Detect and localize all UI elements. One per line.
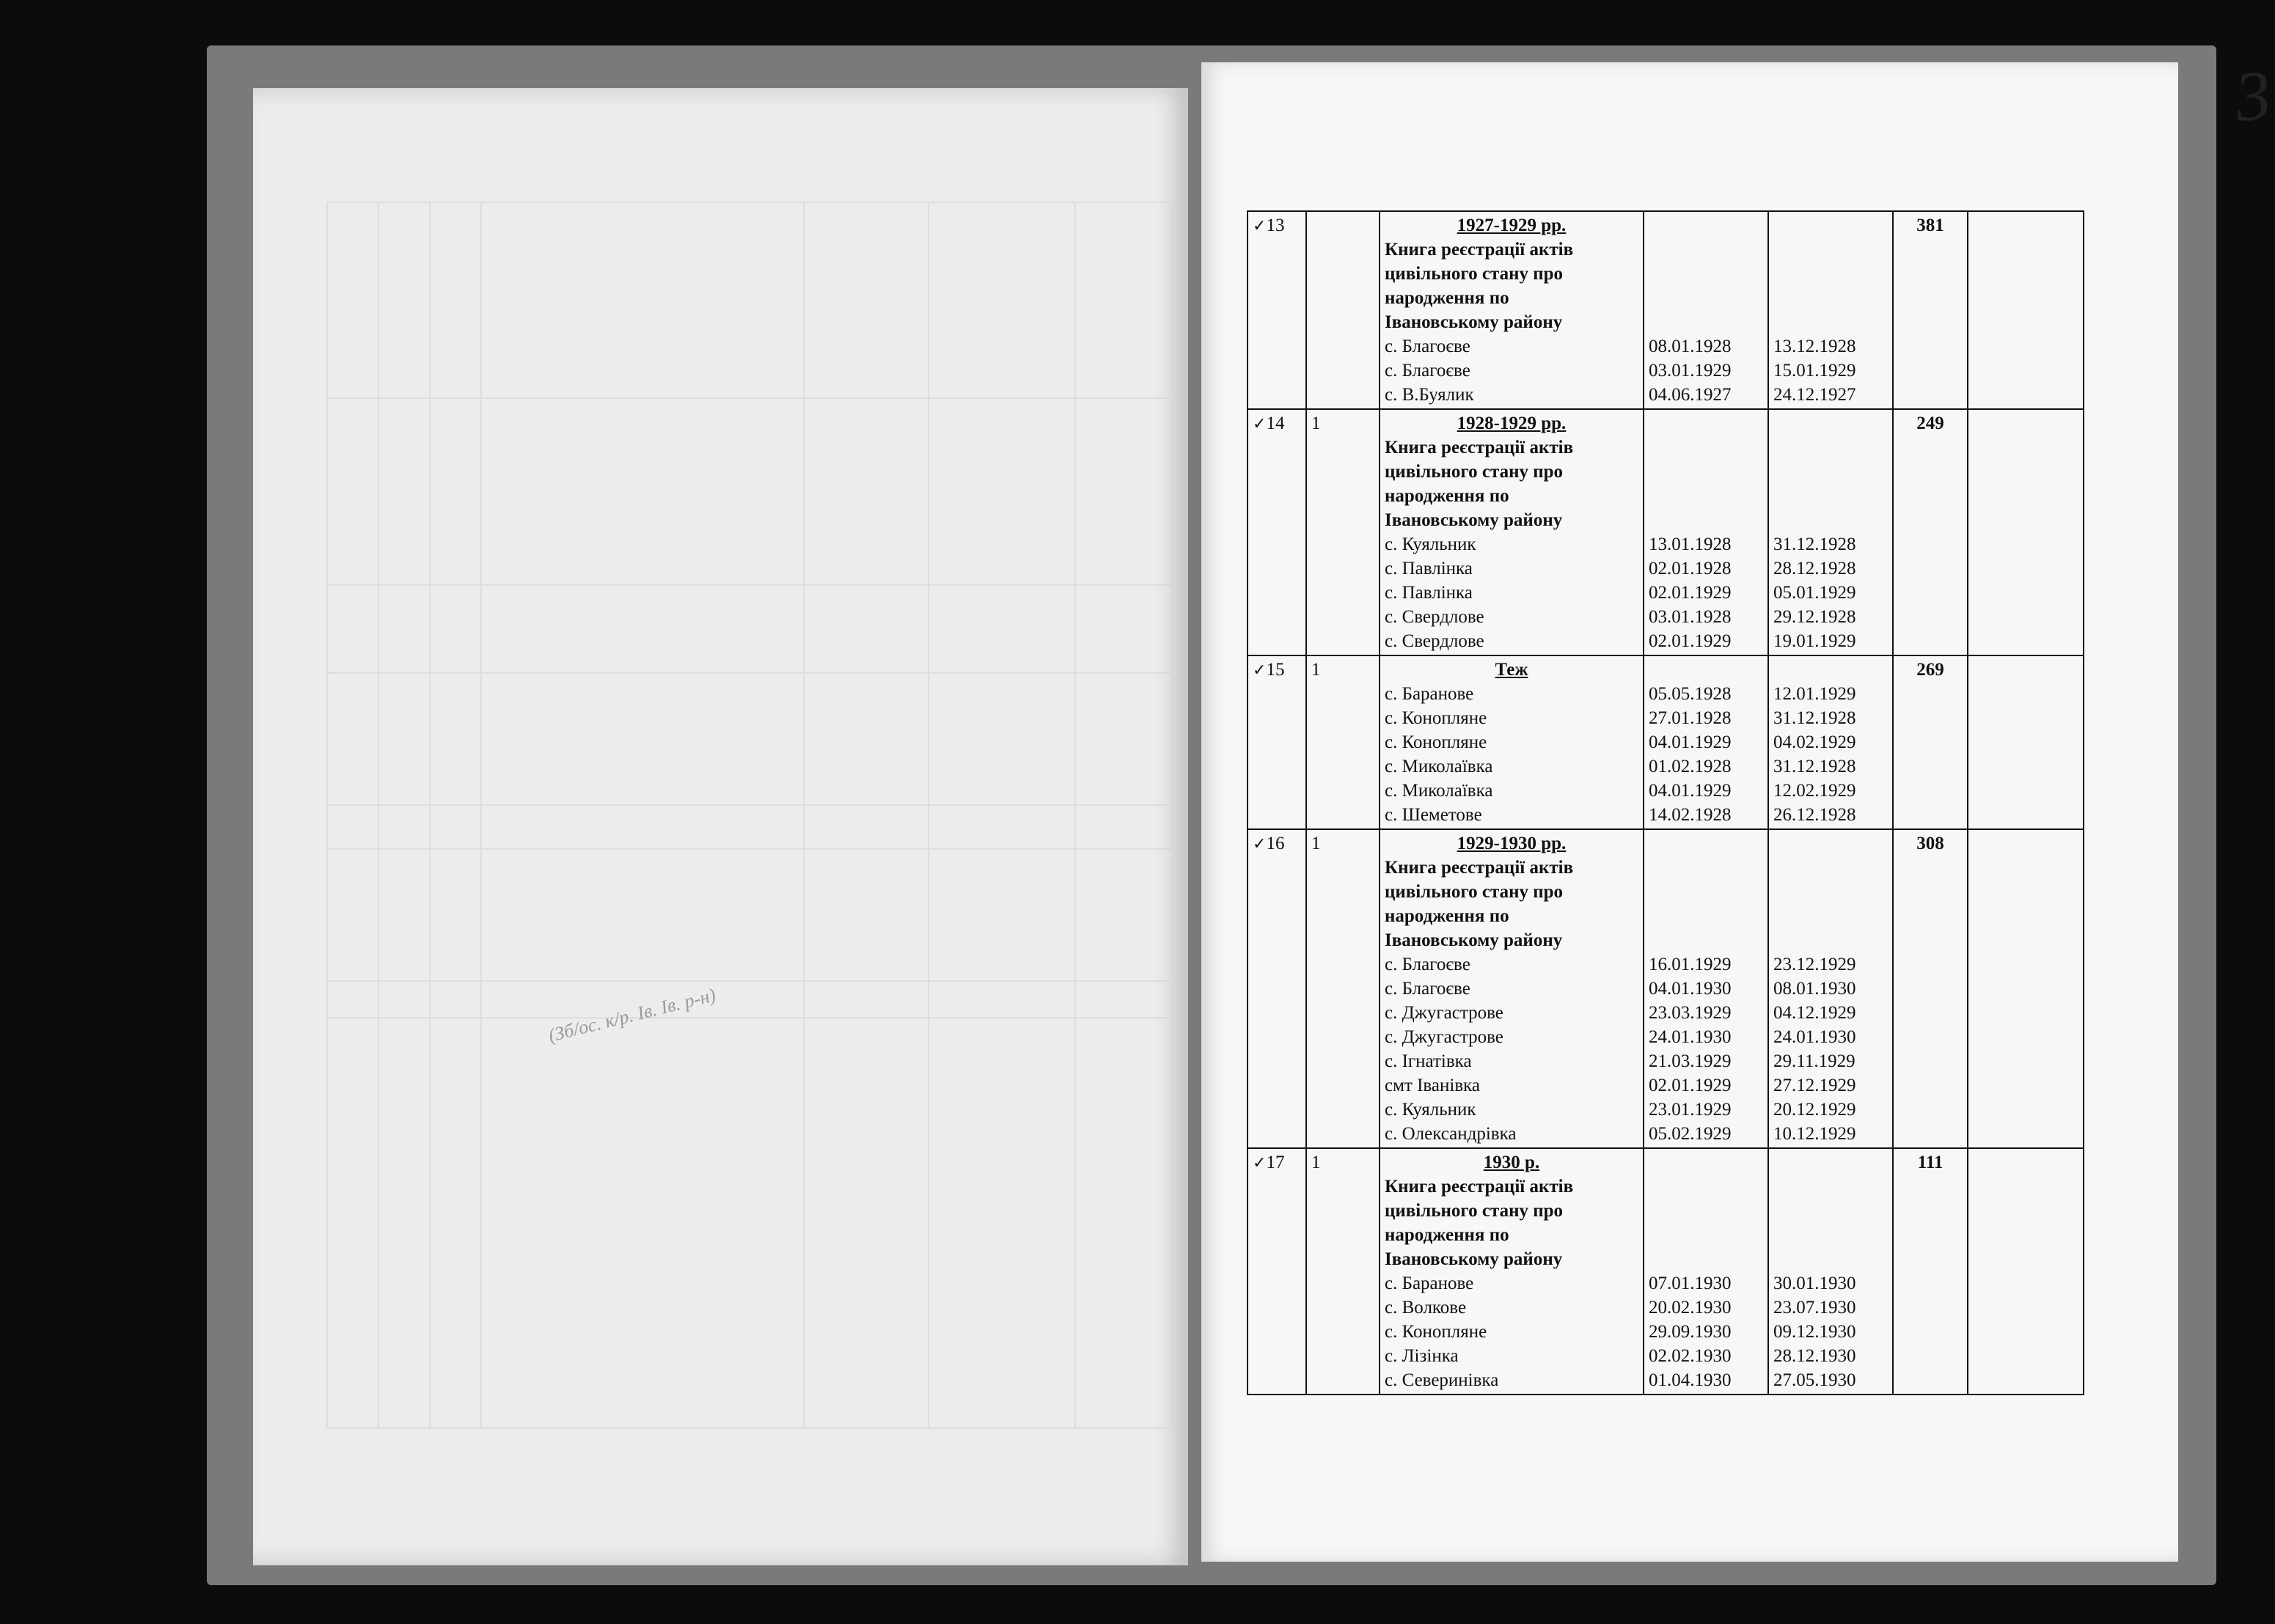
spacer [1649,460,1763,484]
end-date-cell [1768,211,1893,409]
start-date: 08.01.1928 [1649,337,1732,356]
title-cell [1380,211,1644,409]
end-date: 27.12.1929 [1773,1076,1856,1095]
spacer [1773,1199,1888,1223]
spacer [1649,484,1763,508]
record-description: народження по [1385,288,1509,308]
start-date: 14.02.1928 [1649,805,1732,825]
locality: с. Миколаївка [1385,781,1493,801]
end-date: 09.12.1930 [1773,1322,1856,1342]
record-description: Івановському району [1385,312,1563,332]
record-description: Книга реєстрації актів [1385,1177,1574,1197]
locality: с. Баранове [1385,684,1474,704]
record-description: Івановському району [1385,930,1563,950]
record-description: цивільного стану про [1385,264,1564,284]
record-title: 1927-1929 рр. [1457,216,1567,235]
end-date-cell [1768,1148,1893,1395]
end-date: 20.12.1929 [1773,1100,1856,1120]
locality: с. Благоєве [1385,979,1470,999]
spacer [1649,262,1763,286]
end-date: 27.05.1930 [1773,1370,1856,1390]
record-description: народження по [1385,1225,1509,1245]
spacer [1773,262,1888,286]
record-title: 1930 р. [1483,1153,1540,1172]
start-date: 13.01.1928 [1649,534,1732,554]
spacer [1773,460,1888,484]
start-date: 02.01.1929 [1649,1076,1732,1095]
check-mark: ✓ [1253,216,1267,235]
spacer [1773,213,1888,238]
spacer [1649,238,1763,262]
item-number: 16 [1266,834,1285,853]
start-date: 04.01.1930 [1649,979,1732,999]
sheet-count-cell [1893,211,1968,409]
spacer [1649,1199,1763,1223]
record-description: Книга реєстрації актів [1385,240,1574,260]
spacer [1649,928,1763,952]
start-date: 03.01.1929 [1649,361,1732,381]
locality: смт Іванівка [1385,1076,1480,1095]
spacer [1773,1150,1888,1175]
end-date: 12.02.1929 [1773,781,1856,801]
locality: с. Волкове [1385,1298,1467,1318]
start-date: 04.01.1929 [1649,781,1732,801]
end-date: 31.12.1928 [1773,708,1856,728]
item-number: 17 [1266,1153,1285,1172]
start-date-cell [1644,1148,1768,1395]
locality: с. Куяльник [1385,1100,1476,1120]
end-date: 28.12.1928 [1773,559,1856,578]
spacer [1649,1175,1763,1199]
end-date: 04.02.1929 [1773,732,1856,752]
spacer [1649,904,1763,928]
end-date: 31.12.1928 [1773,757,1856,776]
record-title: 1929-1930 рр. [1457,834,1567,853]
item-number: 15 [1266,660,1285,680]
start-date: 27.01.1928 [1649,708,1732,728]
start-date-cell [1644,211,1768,409]
start-date: 07.01.1930 [1649,1274,1732,1293]
end-date: 28.12.1930 [1773,1346,1856,1366]
sheet-count: 308 [1916,834,1944,853]
start-date: 02.01.1928 [1649,559,1732,578]
ghost-table [326,202,1173,1429]
quantity: 1 [1311,414,1321,433]
title-cell [1380,655,1644,829]
start-date: 04.01.1929 [1649,732,1732,752]
quantity-cell [1306,409,1380,655]
spacer [1773,508,1888,532]
table-row [1248,409,2084,655]
sheet-count: 111 [1917,1153,1944,1172]
end-date: 19.01.1929 [1773,631,1856,651]
spacer [1773,286,1888,310]
page-number: 3 [2231,54,2275,137]
record-description: цивільного стану про [1385,1201,1564,1221]
locality: с. Лізінка [1385,1346,1459,1366]
spacer [1773,310,1888,334]
start-date-cell [1644,409,1768,655]
table-row [1248,655,2084,829]
left-page-bleed-through [253,88,1188,1565]
end-date: 12.01.1929 [1773,684,1856,704]
spacer [1649,1247,1763,1271]
spacer [1773,411,1888,436]
locality: с. В.Буялик [1385,385,1474,405]
spacer [1773,928,1888,952]
locality: с. Северинівка [1385,1370,1499,1390]
notes-cell [1968,1148,2084,1395]
start-date-cell [1644,655,1768,829]
title-cell [1380,1148,1644,1395]
end-date: 08.01.1930 [1773,979,1856,999]
locality: с. Джугастрове [1385,1027,1503,1047]
record-title: 1928-1929 рр. [1457,414,1567,433]
spacer [1773,484,1888,508]
start-date: 01.04.1930 [1649,1370,1732,1390]
locality: с. Куяльник [1385,534,1476,554]
spacer [1773,856,1888,880]
start-date: 03.01.1928 [1649,607,1732,627]
start-date: 23.01.1929 [1649,1100,1732,1120]
spacer [1773,1175,1888,1199]
table-row [1248,829,2084,1148]
start-date: 01.02.1928 [1649,757,1732,776]
end-date: 31.12.1928 [1773,534,1856,554]
end-date: 15.01.1929 [1773,361,1856,381]
end-date: 23.12.1929 [1773,955,1856,974]
notes-cell [1968,655,2084,829]
item-number: 14 [1266,414,1285,433]
locality: с. Шеметове [1385,805,1482,825]
item-number-cell [1248,1148,1306,1395]
spacer [1649,508,1763,532]
item-number-cell [1248,211,1306,409]
end-date-cell [1768,655,1893,829]
start-date: 02.01.1929 [1649,583,1732,603]
end-date: 10.12.1929 [1773,1124,1856,1144]
end-date: 05.01.1929 [1773,583,1856,603]
record-description: народження по [1385,906,1509,926]
end-date-cell [1768,409,1893,655]
start-date: 05.02.1929 [1649,1124,1732,1144]
locality: с. Павлінка [1385,583,1473,603]
item-number-cell [1248,655,1306,829]
spacer [1649,658,1763,682]
sheet-count-cell [1893,829,1968,1148]
check-mark: ✓ [1253,834,1267,853]
start-date: 23.03.1929 [1649,1003,1732,1023]
quantity-cell [1306,829,1380,1148]
locality: с. Павлінка [1385,559,1473,578]
title-cell [1380,829,1644,1148]
start-date: 21.03.1929 [1649,1051,1732,1071]
spacer [1649,831,1763,856]
spacer [1649,880,1763,904]
start-date: 04.06.1927 [1649,385,1732,405]
check-mark: ✓ [1253,1153,1267,1172]
record-description: цивільного стану про [1385,462,1564,482]
check-mark: ✓ [1253,661,1267,679]
margin-note: (Зб/ос. к/р. Ів. Ів. р-н) [546,984,718,1046]
spacer [1649,1223,1763,1247]
locality: с. Баранове [1385,1274,1474,1293]
record-title: Теж [1495,660,1528,680]
start-date: 02.01.1929 [1649,631,1732,651]
sheet-count: 381 [1916,216,1944,235]
notes-cell [1968,409,2084,655]
quantity: 1 [1311,834,1321,853]
locality: с. Миколаївка [1385,757,1493,776]
spacer [1773,238,1888,262]
spacer [1649,286,1763,310]
spacer [1773,880,1888,904]
locality: с. Конопляне [1385,708,1487,728]
locality: с. Благоєве [1385,337,1470,356]
spacer [1649,411,1763,436]
item-number-cell [1248,829,1306,1148]
record-description: Івановському району [1385,510,1563,530]
start-date: 05.05.1928 [1649,684,1732,704]
end-date: 29.11.1929 [1773,1051,1855,1071]
record-description: Книга реєстрації актів [1385,858,1574,878]
table-row [1248,211,2084,409]
spacer [1773,436,1888,460]
spacer [1649,856,1763,880]
quantity-cell [1306,1148,1380,1395]
notes-cell [1968,829,2084,1148]
quantity: 1 [1311,660,1321,680]
locality: с. Джугастрове [1385,1003,1503,1023]
start-date: 20.02.1930 [1649,1298,1732,1318]
notes-cell [1968,211,2084,409]
quantity: 1 [1311,1153,1321,1172]
spacer [1773,831,1888,856]
start-date: 16.01.1929 [1649,955,1732,974]
end-date: 24.12.1927 [1773,385,1856,405]
locality: с. Благоєве [1385,955,1470,974]
table-row [1248,1148,2084,1395]
check-mark: ✓ [1253,414,1267,433]
spacer [1649,436,1763,460]
spacer [1773,1223,1888,1247]
locality: с. Свердлове [1385,631,1484,651]
record-description: Книга реєстрації актів [1385,438,1574,458]
start-date: 24.01.1930 [1649,1027,1732,1047]
spacer [1649,213,1763,238]
end-date: 26.12.1928 [1773,805,1856,825]
start-date: 02.02.1930 [1649,1346,1732,1366]
end-date: 04.12.1929 [1773,1003,1856,1023]
item-number-cell [1248,409,1306,655]
start-date: 29.09.1930 [1649,1322,1732,1342]
locality: с. Конопляне [1385,732,1487,752]
item-number: 13 [1266,216,1285,235]
inventory-table [1247,210,2084,1395]
end-date: 13.12.1928 [1773,337,1856,356]
end-date: 23.07.1930 [1773,1298,1856,1318]
sheet-count: 249 [1916,414,1944,433]
spacer [1649,1150,1763,1175]
quantity-cell [1306,655,1380,829]
spacer [1773,1247,1888,1271]
sheet-count-cell [1893,409,1968,655]
record-description: Івановському району [1385,1249,1563,1269]
end-date: 29.12.1928 [1773,607,1856,627]
sheet-count-cell [1893,655,1968,829]
record-description: цивільного стану про [1385,882,1564,902]
start-date-cell [1644,829,1768,1148]
locality: с. Ігнатівка [1385,1051,1472,1071]
spacer [1773,904,1888,928]
spacer [1773,658,1888,682]
spacer [1649,310,1763,334]
locality: с. Олександрівка [1385,1124,1517,1144]
locality: с. Благоєве [1385,361,1470,381]
sheet-count: 269 [1916,660,1944,680]
title-cell [1380,409,1644,655]
quantity-cell [1306,211,1380,409]
record-description: народження по [1385,486,1509,506]
locality: с. Свердлове [1385,607,1484,627]
right-page [1201,54,2275,1562]
sheet-count-cell [1893,1148,1968,1395]
end-date-cell [1768,829,1893,1148]
end-date: 30.01.1930 [1773,1274,1856,1293]
locality: с. Конопляне [1385,1322,1487,1342]
end-date: 24.01.1930 [1773,1027,1856,1047]
